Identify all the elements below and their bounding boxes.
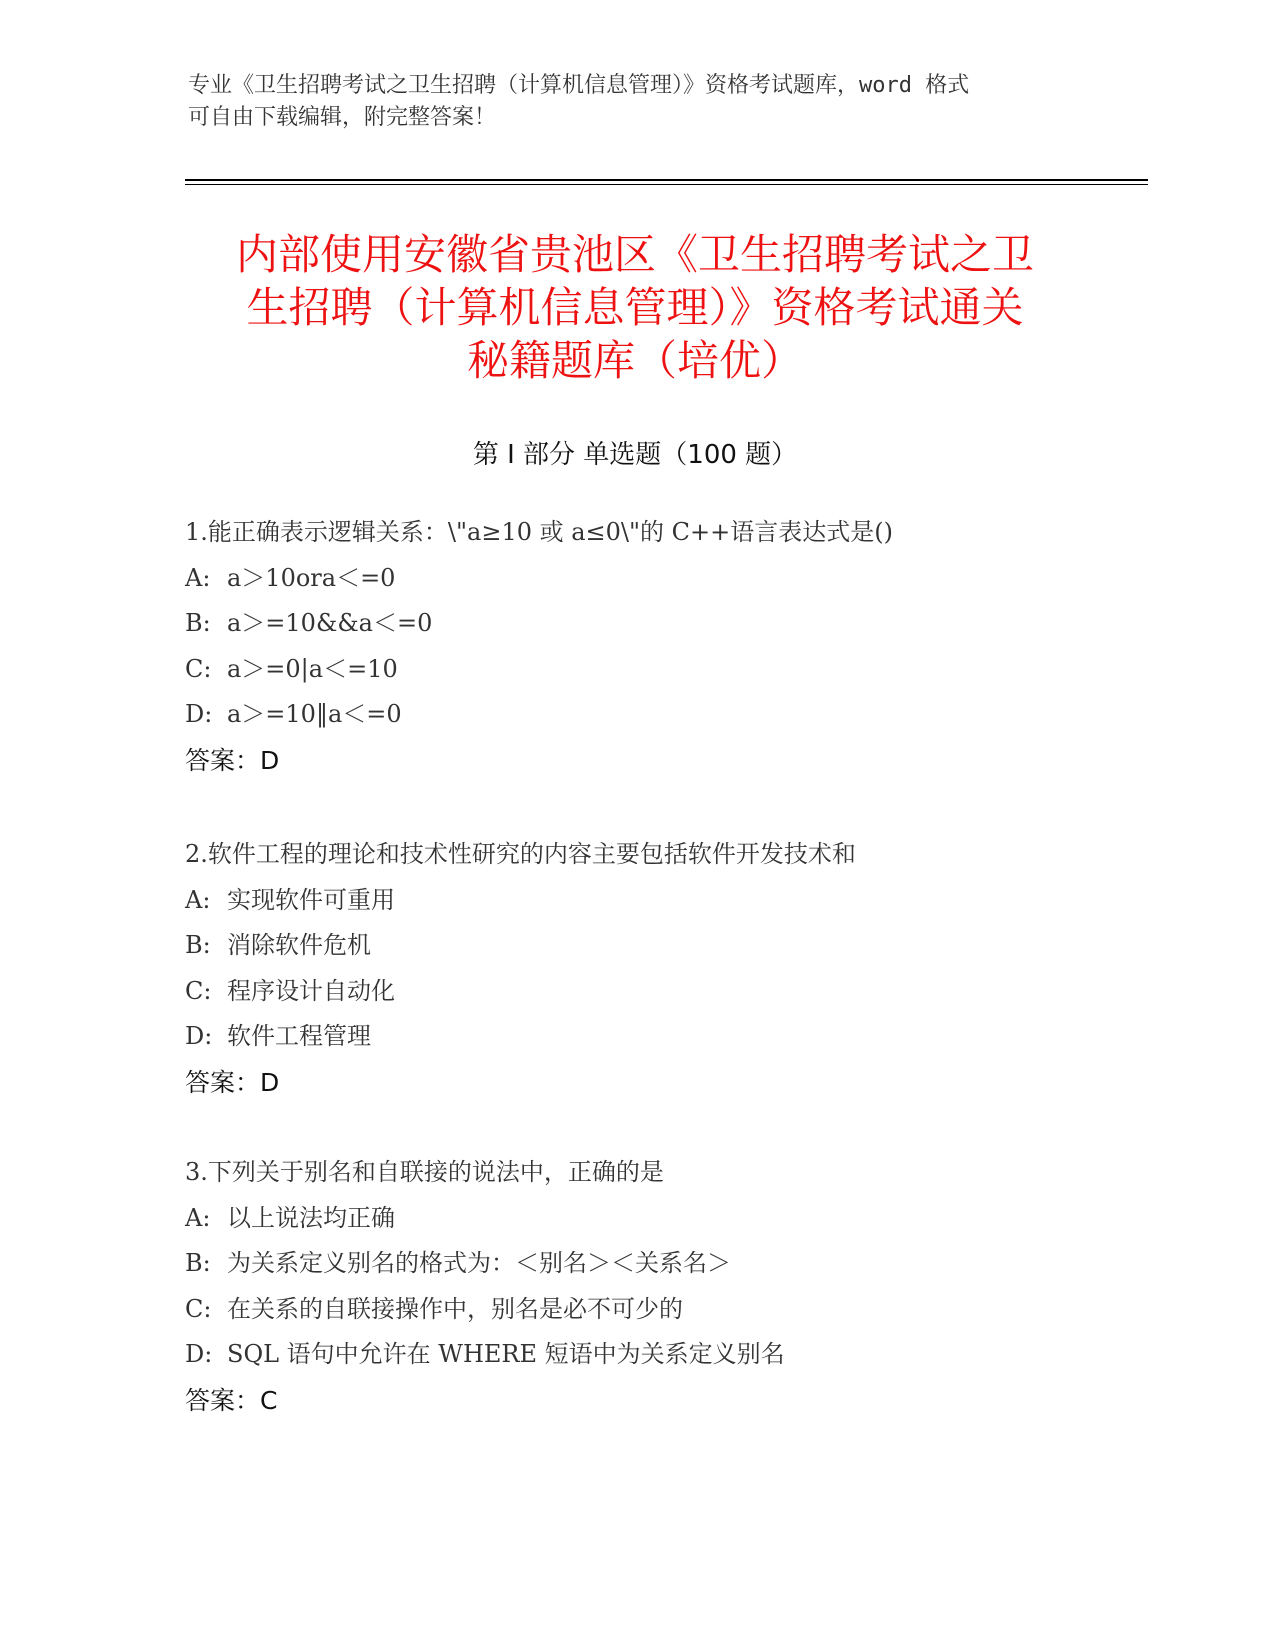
header-divider-thick (185, 179, 1148, 181)
option-text: 实现软件可重用 (227, 885, 395, 914)
option-c (185, 1287, 1085, 1333)
option-d (185, 692, 1085, 738)
header-note-line-1: 专业《卫生招聘考试之卫生招聘（计算机信息管理）》资格考试题库，word 格式 (188, 73, 970, 98)
option-key: D: (185, 1340, 213, 1368)
question-1 (185, 510, 1085, 783)
option-text: a＞10ora＜=0 (227, 563, 396, 592)
header-note (188, 70, 1088, 134)
option-key: D: (185, 700, 213, 728)
option-a (185, 878, 1085, 924)
option-key: A: (185, 1203, 211, 1232)
option-d (185, 1014, 1085, 1060)
option-a (185, 1196, 1085, 1242)
option-a (185, 556, 1085, 602)
document-title (185, 228, 1085, 387)
option-key: A: (185, 563, 211, 592)
option-key: C: (185, 976, 212, 1005)
document-title-line-3: 秘籍题库（培优） (466, 336, 803, 385)
option-key: D: (185, 1022, 213, 1050)
option-key: A: (185, 885, 211, 914)
section-title: 第 I 部分 单选题（100 题） (472, 440, 798, 470)
option-b (185, 601, 1085, 647)
question-2 (185, 832, 1085, 1105)
option-d (185, 1332, 1085, 1378)
option-key: C: (185, 1294, 212, 1323)
option-text: a＞=10‖a＜=0 (227, 700, 402, 728)
answer-line: 答案：C (185, 1385, 278, 1415)
option-text: 为关系定义别名的格式为：＜别名＞＜关系名＞ (227, 1249, 731, 1277)
question-stem: 3.下列关于别名和自联接的说法中，正确的是 (185, 1158, 664, 1186)
option-key: C: (185, 654, 212, 683)
option-text: 在关系的自联接操作中，别名是必不可少的 (227, 1294, 683, 1323)
option-key: B: (185, 931, 211, 959)
question-3 (185, 1150, 1085, 1423)
option-b (185, 1241, 1085, 1287)
question-stem: 2.软件工程的理论和技术性研究的内容主要包括软件开发技术和 (185, 840, 856, 868)
option-c (185, 647, 1085, 693)
option-b (185, 923, 1085, 969)
option-key: B: (185, 1249, 211, 1277)
option-c (185, 969, 1085, 1015)
option-text: a＞=10&&a＜=0 (227, 609, 433, 637)
option-text: 程序设计自动化 (227, 976, 395, 1005)
header-note-line-2: 可自由下载编辑，附完整答案！ (188, 105, 497, 130)
option-text: 消除软件危机 (227, 931, 371, 959)
header-divider-thin (185, 184, 1148, 185)
option-text: a＞=0|a＜=10 (227, 654, 398, 683)
answer-line: 答案：D (185, 745, 280, 775)
option-text: SQL 语句中允许在 WHERE 短语中为关系定义别名 (227, 1340, 785, 1368)
answer-line: 答案：D (185, 1067, 280, 1097)
option-text: 以上说法均正确 (227, 1203, 395, 1232)
option-text: 软件工程管理 (227, 1022, 371, 1050)
document-title-line-1: 内部使用安徽省贵池区《卫生招聘考试之卫 (235, 230, 1034, 279)
document-title-line-2: 生招聘（计算机信息管理）》资格考试通关 (246, 283, 1024, 332)
question-stem: 1.能正确表示逻辑关系：\"a≥10 或 a≤0\"的 C++语言表达式是() (185, 518, 893, 546)
option-key: B: (185, 609, 211, 637)
